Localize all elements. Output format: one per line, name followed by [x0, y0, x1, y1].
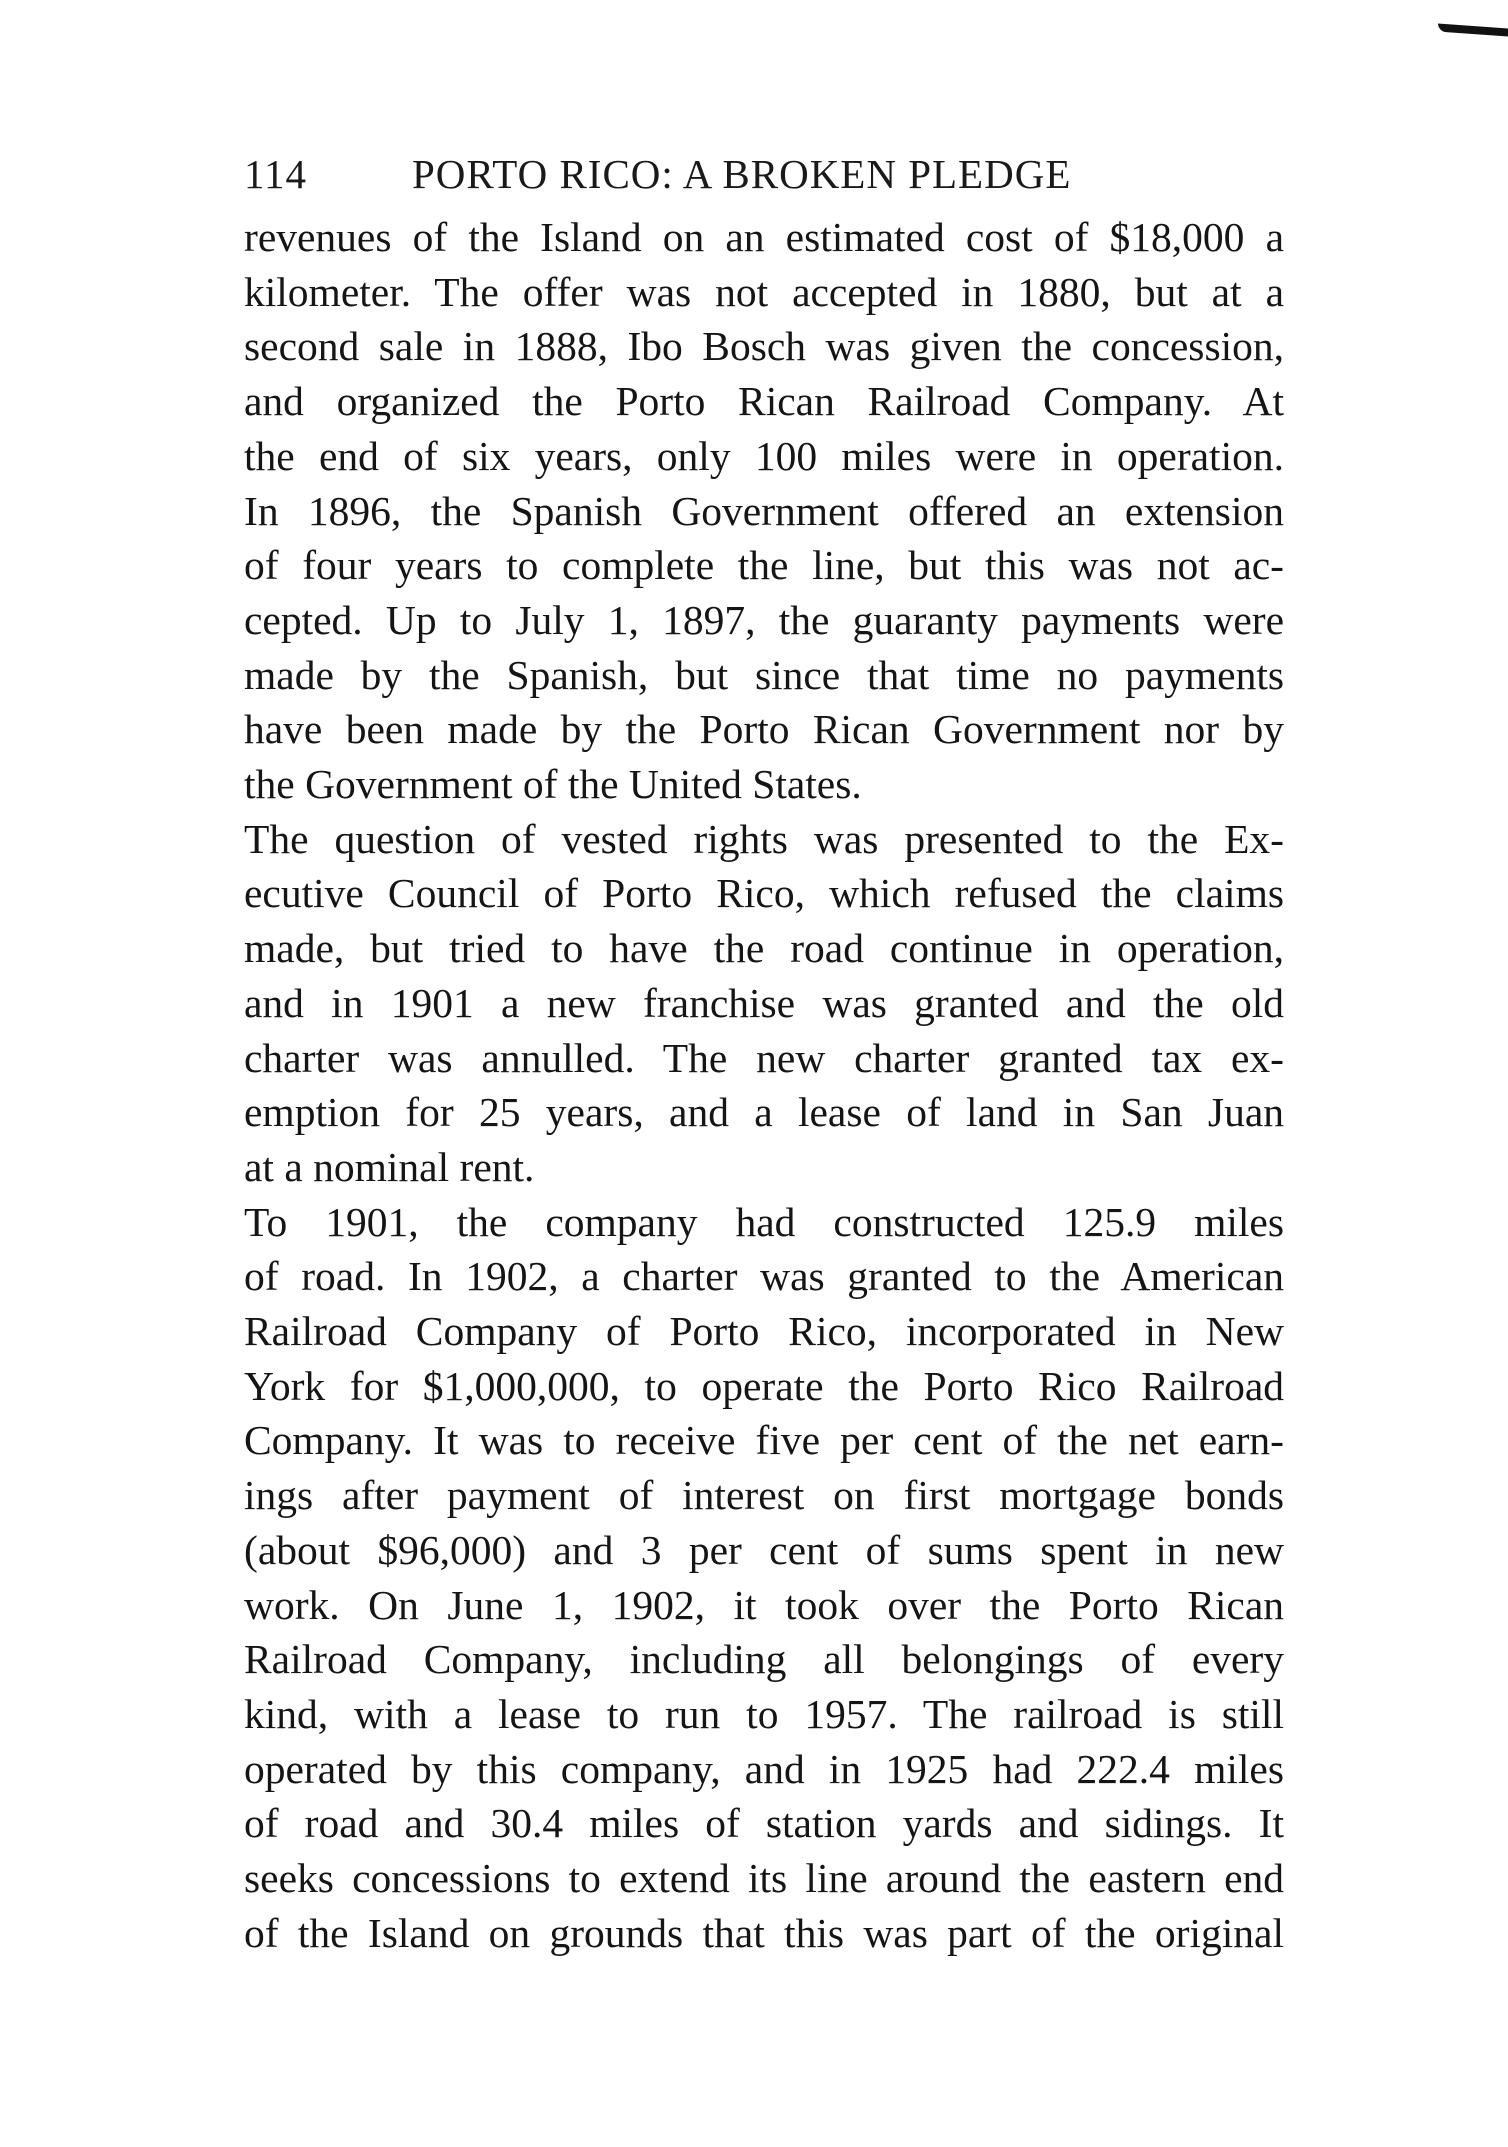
body-text [244, 210, 1284, 1961]
text-line: the Government of the United States. [244, 761, 862, 808]
text-line: Company. It was to receive five per cent of the net earn- [244, 1417, 1284, 1464]
running-title: PORTO RICO: A BROKEN PLEDGE [412, 151, 1072, 197]
paragraph [244, 812, 1284, 1195]
text-line: cepted. Up to July 1, 1897, the guaranty payments were [244, 596, 1284, 643]
page-edge-mark [1438, 24, 1508, 37]
text-line: made, but tried to have the road continue in operation, [244, 925, 1284, 972]
text-line: second sale in 1888, Ibo Bosch was given the concession, [244, 323, 1284, 370]
text-line: Railroad Company, including all belongings of every [244, 1636, 1284, 1683]
text-line: To 1901, the company had constructed 125.9 miles [244, 1198, 1284, 1245]
text-line: made by the Spanish, but since that time no payments [244, 651, 1284, 698]
text-line: work. On June 1, 1902, it took over the Porto Rican [244, 1581, 1284, 1628]
text-line: of four years to complete the line, but this was not ac- [244, 542, 1284, 589]
text-line: of the Island on grounds that this was part of the original [244, 1909, 1284, 1956]
text-line: emption for 25 years, and a lease of land in San Juan [244, 1089, 1284, 1136]
text-line: of road. In 1902, a charter was granted to the American [244, 1253, 1284, 1300]
text-line: Railroad Company of Porto Rico, incorporated in New [244, 1308, 1284, 1355]
text-line: and in 1901 a new franchise was granted and the old [244, 979, 1284, 1026]
text-line: seeks concessions to extend its line around the eastern end [244, 1855, 1284, 1902]
page-number: 114 [244, 151, 307, 197]
text-line: kind, with a lease to run to 1957. The railroad is still [244, 1690, 1284, 1737]
text-line: In 1896, the Spanish Government offered an extension [244, 487, 1284, 534]
text-line: at a nominal rent. [244, 1143, 535, 1190]
text-line: York for $1,000,000, to operate the Porto Rico Railroad [244, 1362, 1284, 1409]
text-line: have been made by the Porto Rican Government nor by [244, 706, 1284, 753]
running-head [244, 150, 1284, 198]
text-line: ecutive Council of Porto Rico, which refused the claims [244, 870, 1284, 917]
paragraph [244, 1195, 1284, 1961]
text-line: of road and 30.4 miles of station yards and sidings. It [244, 1800, 1284, 1847]
text-line: operated by this company, and in 1925 had 222.4 miles [244, 1745, 1284, 1792]
text-line: charter was annulled. The new charter granted tax ex- [244, 1034, 1284, 1081]
text-line: ings after payment of interest on first mortgage bonds [244, 1472, 1284, 1519]
text-line: The question of vested rights was presented to the Ex- [244, 815, 1284, 862]
text-line: (about $96,000) and 3 per cent of sums spent in new [244, 1526, 1284, 1573]
text-line: kilometer. The offer was not accepted in 1880, but at a [244, 268, 1284, 315]
text-line: the end of six years, only 100 miles were in operation. [244, 432, 1284, 479]
paragraph [244, 210, 1284, 812]
text-line: and organized the Porto Rican Railroad Company. At [244, 378, 1284, 425]
text-line: revenues of the Island on an estimated cost of $18,000 a [244, 214, 1284, 260]
